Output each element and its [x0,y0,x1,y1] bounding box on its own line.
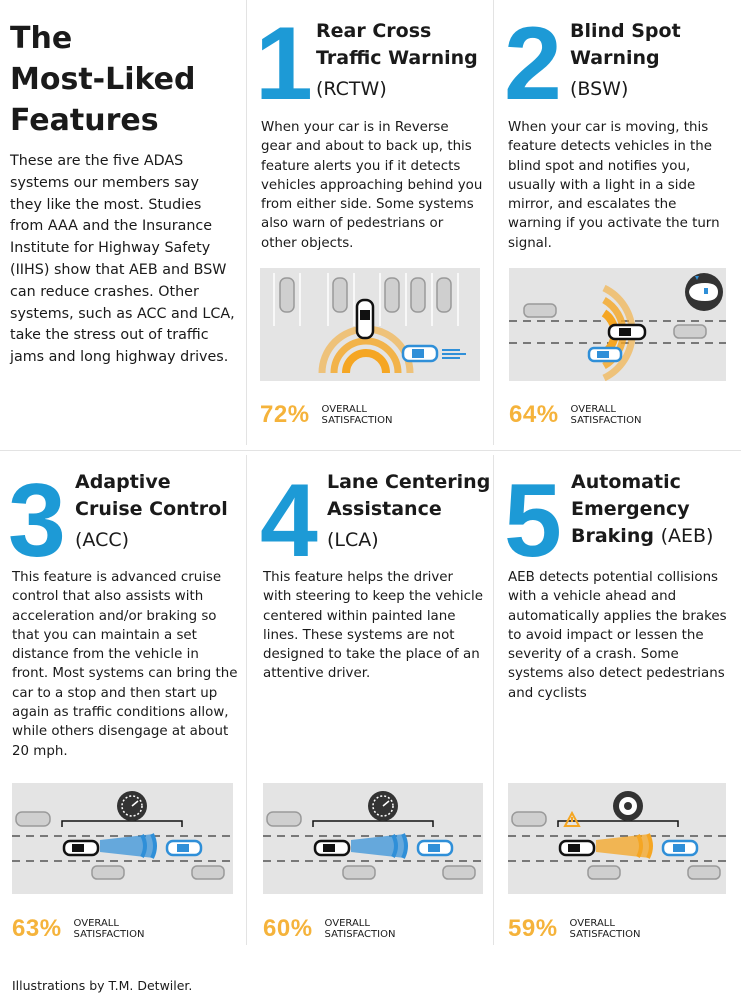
satisfaction-label: OVERALL SATISFACTION [570,404,642,426]
feature-title-line: Adaptive [75,471,171,493]
feature-number: 5 [504,463,562,579]
page-title-line: Most-Liked [10,62,196,97]
satisfaction-percent: 59% [508,915,558,942]
feature-abbreviation: (AEB) [660,525,714,547]
feature-title-line: Warning [570,47,660,69]
feature-abbreviation: (ACC) [75,529,130,551]
feature-number: 2 [504,6,562,122]
feature-number: 4 [260,463,318,579]
speedometer-icon [12,783,233,894]
feature-title-line-text: Braking [571,525,654,547]
feature-card-acc [0,455,246,945]
feature-abbreviation: (RCTW) [316,78,387,100]
satisfaction-stat [509,401,661,429]
feature-description: AEB detects potential collisions with a vehicle ahead and automatically applies the brakes to avoid impact or lessen the severity of a crash. Some systems also detect pedestrians and cyclists [508,570,727,701]
page-title-line: The [10,21,73,56]
feature-title [327,469,490,554]
satisfaction-percent: 64% [509,401,559,428]
side-mirror-warning-icon [509,268,726,381]
page-title-line: Features [10,103,159,138]
page-title [10,18,230,141]
satisfaction-stat [12,915,164,943]
feature-title-line [571,523,713,550]
satisfaction-label: OVERALL SATISFACTION [324,918,396,940]
row-divider [0,450,741,451]
feature-title [570,18,681,103]
feature-number: 3 [8,463,66,579]
feature-title-line: Traffic Warning [316,47,478,69]
feature-abbreviation: (LCA) [327,529,379,551]
illustration-credit: Illustrations by T.M. Detwiler. [12,978,193,993]
feature-description: When your car is in Reverse gear and about to back up, this feature alerts you if it detects vehicles approaching behind you from either side. Some systems also warn of pedestrians or other objects. [261,120,483,251]
satisfaction-stat [263,915,415,943]
feature-number: 1 [255,6,313,122]
parking-lot-reverse-icon [260,268,480,381]
satisfaction-percent: 72% [260,401,310,428]
feature-title [571,469,713,550]
feature-card-aeb [494,455,741,945]
feature-description: This feature helps the driver with steering to keep the vehicle centered within painted lane lines. These systems are not designed to take the place of an attentive driver. [263,570,483,682]
satisfaction-label: OVERALL SATISFACTION [321,404,393,426]
satisfaction-stat [260,401,412,429]
feature-title-line: Rear Cross [316,20,432,42]
feature-abbreviation: (BSW) [570,78,629,100]
feature-card-bsw [494,0,741,450]
feature-title-line: Blind Spot [570,20,681,42]
feature-title [75,469,228,554]
feature-description: When your car is moving, this feature detects vehicles in the blind spot and notifies you, usually with a light in a side mirror, and escalates the warning if you activate the turn signal. [508,120,720,251]
satisfaction-label: OVERALL SATISFACTION [569,918,641,940]
feature-card-lca [247,455,493,945]
feature-title-line: Assistance [327,498,442,520]
brake-disc-icon [508,783,726,894]
intro-text: These are the five ADAS systems our members say they like the most. Studies from AAA and the Insurance Institute for Highway Safety (IIHS) show that AEB and BSW can reduce crashes. Other systems, such as ACC and LCA, take the stress out of traffic jams and long highway drives. [10,153,235,366]
feature-title-line: Lane Centering [327,471,491,493]
feature-description: This feature is advanced cruise control that also assists with acceleration and/or braking so that you can maintain a set distance from the vehicle in front. Most systems can bring the car to a stop and then start up again as traffic conditions allow, while others disengage at about 20 mph. [12,570,238,759]
satisfaction-percent: 63% [12,915,62,942]
feature-title [316,18,478,103]
speedometer-icon [263,783,483,894]
satisfaction-label: OVERALL SATISFACTION [73,918,145,940]
satisfaction-stat [508,915,660,943]
satisfaction-percent: 60% [263,915,313,942]
feature-title-line: Cruise Control [75,498,228,520]
feature-title-line: Emergency [571,498,690,520]
feature-card-rctw [247,0,493,450]
feature-title-line: Automatic [571,471,681,493]
